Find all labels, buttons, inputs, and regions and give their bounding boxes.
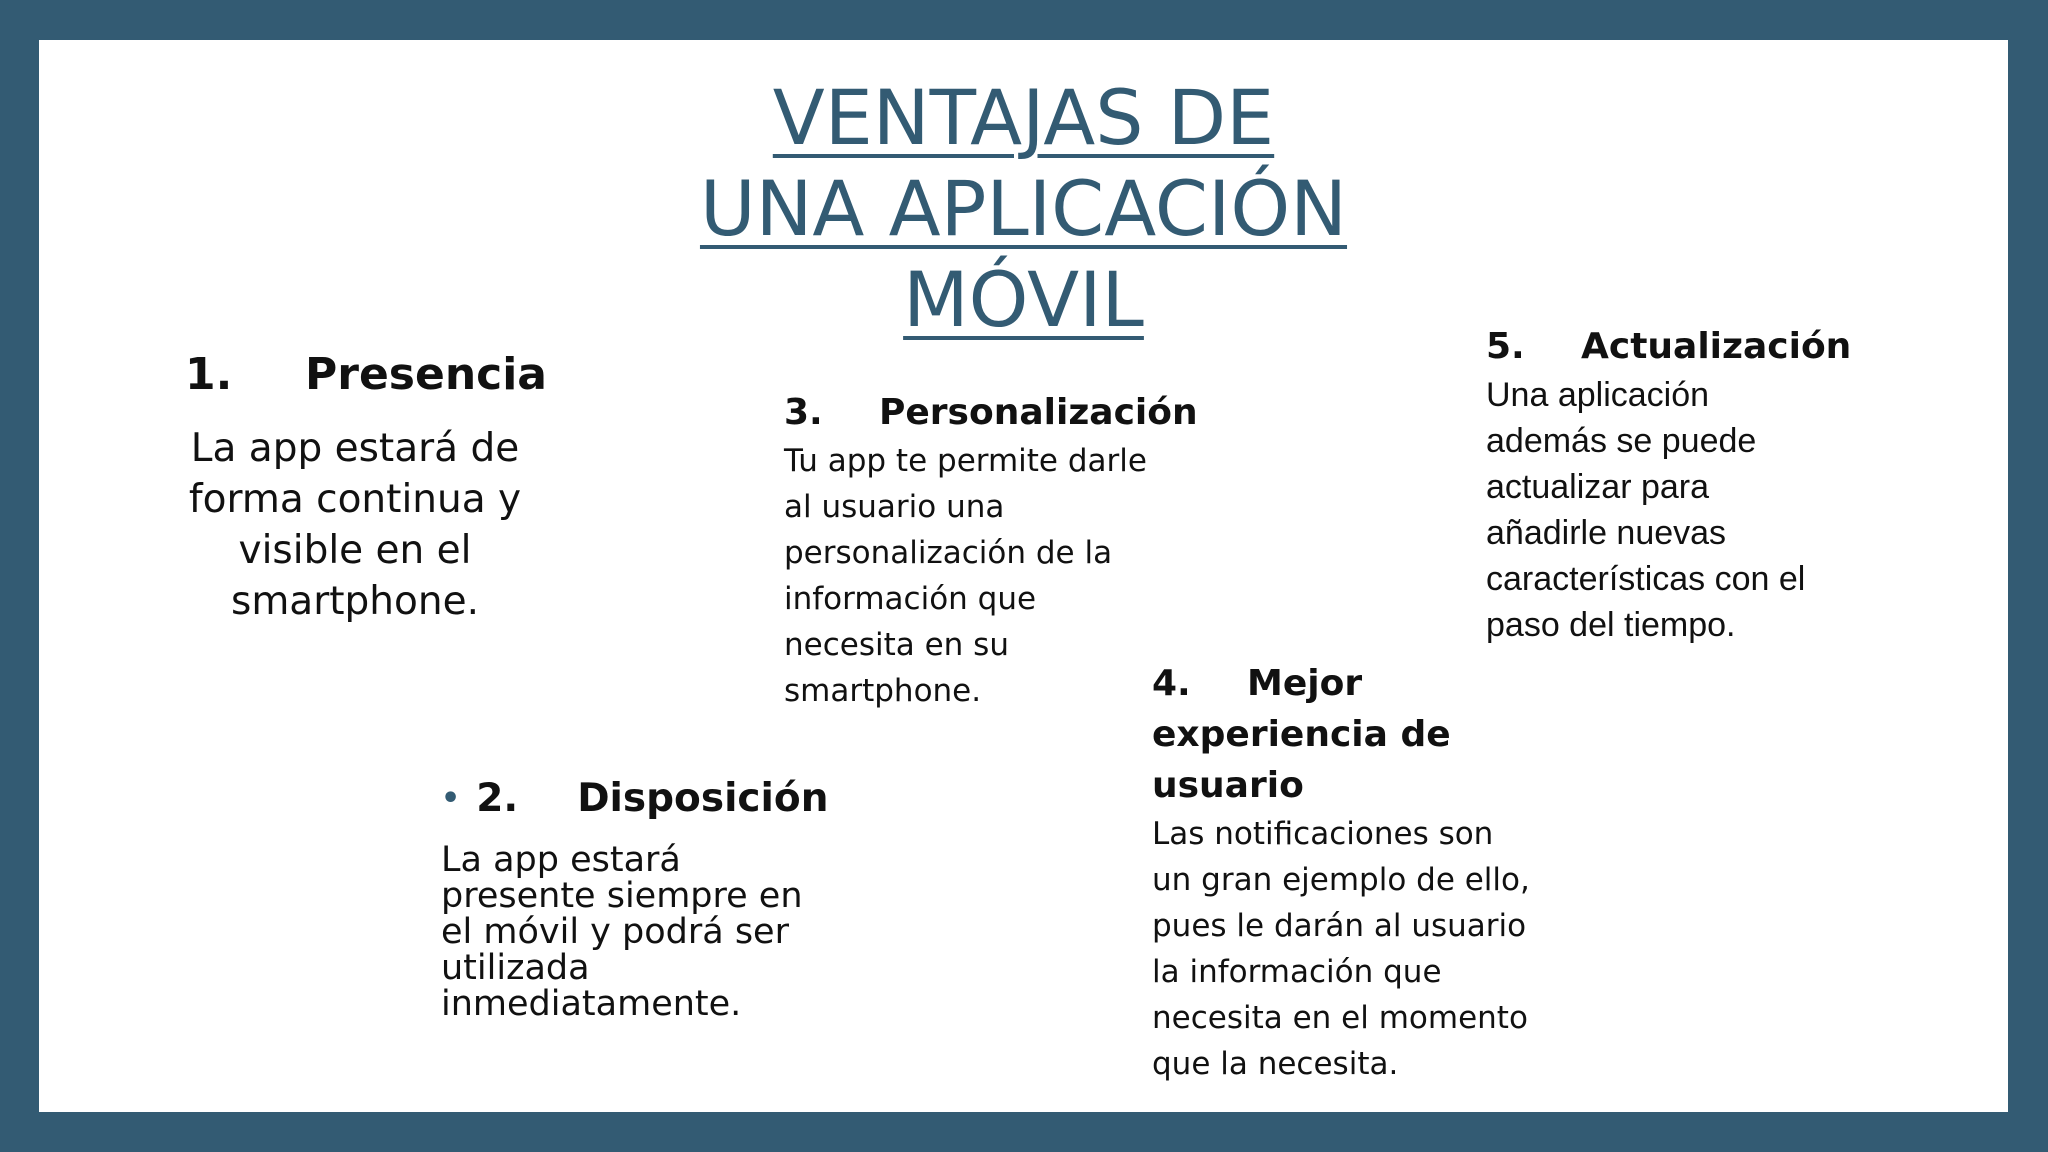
item-heading-text: Presencia [305, 349, 547, 400]
item-body [1152, 811, 1572, 1087]
item-heading-text: Actualización [1581, 326, 1852, 367]
body-line: un gran ejemplo de ello, [1152, 862, 1530, 898]
item-body [441, 842, 881, 1022]
item-actualizacion [1486, 322, 1926, 648]
item-heading [185, 345, 585, 405]
body-line: La app estará de [190, 426, 520, 471]
body-line: forma continua y [188, 477, 522, 522]
item-heading-text: usuario [1152, 765, 1304, 806]
body-line: además se puede [1486, 422, 1757, 460]
body-line: smartphone. [231, 579, 479, 624]
body-line: Las notificaciones son [1152, 816, 1494, 852]
item-number: 5. [1486, 326, 1525, 367]
title-line-1: VENTAJAS DE [772, 73, 1275, 162]
item-heading [1152, 658, 1572, 811]
body-line: visible en el [238, 528, 472, 573]
title-line-2: UNA APLICACIÓN [699, 164, 1348, 253]
body-line: el móvil y podrá ser [441, 912, 789, 952]
body-line: presente siempre en [441, 876, 803, 916]
body-line: necesita en el momento [1152, 1000, 1528, 1036]
body-line: smartphone. [784, 673, 982, 709]
slide-title [39, 72, 2008, 345]
item-number: 3. [784, 392, 823, 433]
body-line: añadirle nuevas [1486, 514, 1727, 552]
item-mejor-experiencia [1152, 658, 1572, 1087]
body-line: que la necesita. [1152, 1046, 1399, 1082]
item-body [185, 423, 525, 627]
item-heading-text: Personalización [879, 392, 1198, 433]
body-line: personalización de la [784, 535, 1113, 571]
body-line: características con el [1486, 560, 1806, 598]
item-number: 4. [1152, 663, 1191, 704]
body-line: al usuario una [784, 489, 1005, 525]
body-line: paso del tiempo. [1486, 606, 1736, 644]
body-line: Una aplicación [1486, 376, 1710, 414]
item-heading [1486, 322, 1926, 372]
item-heading [441, 772, 881, 826]
item-body [1486, 372, 1926, 648]
body-line: pues le darán al usuario [1152, 908, 1527, 944]
body-line: Tu app te permite darle [784, 443, 1147, 479]
body-line: la información que [1152, 954, 1442, 990]
item-number: 2. [476, 776, 519, 821]
item-number: 1. [185, 349, 233, 400]
bullet-icon: • [441, 781, 461, 816]
body-line: inmediatamente. [441, 984, 742, 1024]
body-line: actualizar para [1486, 468, 1710, 506]
body-line: La app estará [441, 840, 681, 880]
item-heading [784, 388, 1224, 438]
title-line-3: MÓVIL [903, 255, 1144, 344]
body-line: utilizada [441, 948, 590, 988]
item-heading-text: Mejor [1247, 663, 1363, 704]
slide [39, 40, 2008, 1112]
body-line: necesita en su [784, 627, 1009, 663]
body-line: información que [784, 581, 1037, 617]
item-heading-text: Disposición [577, 776, 829, 821]
item-disposicion [441, 772, 881, 1022]
item-heading-text: experiencia de [1152, 714, 1451, 755]
item-presencia [185, 345, 585, 627]
